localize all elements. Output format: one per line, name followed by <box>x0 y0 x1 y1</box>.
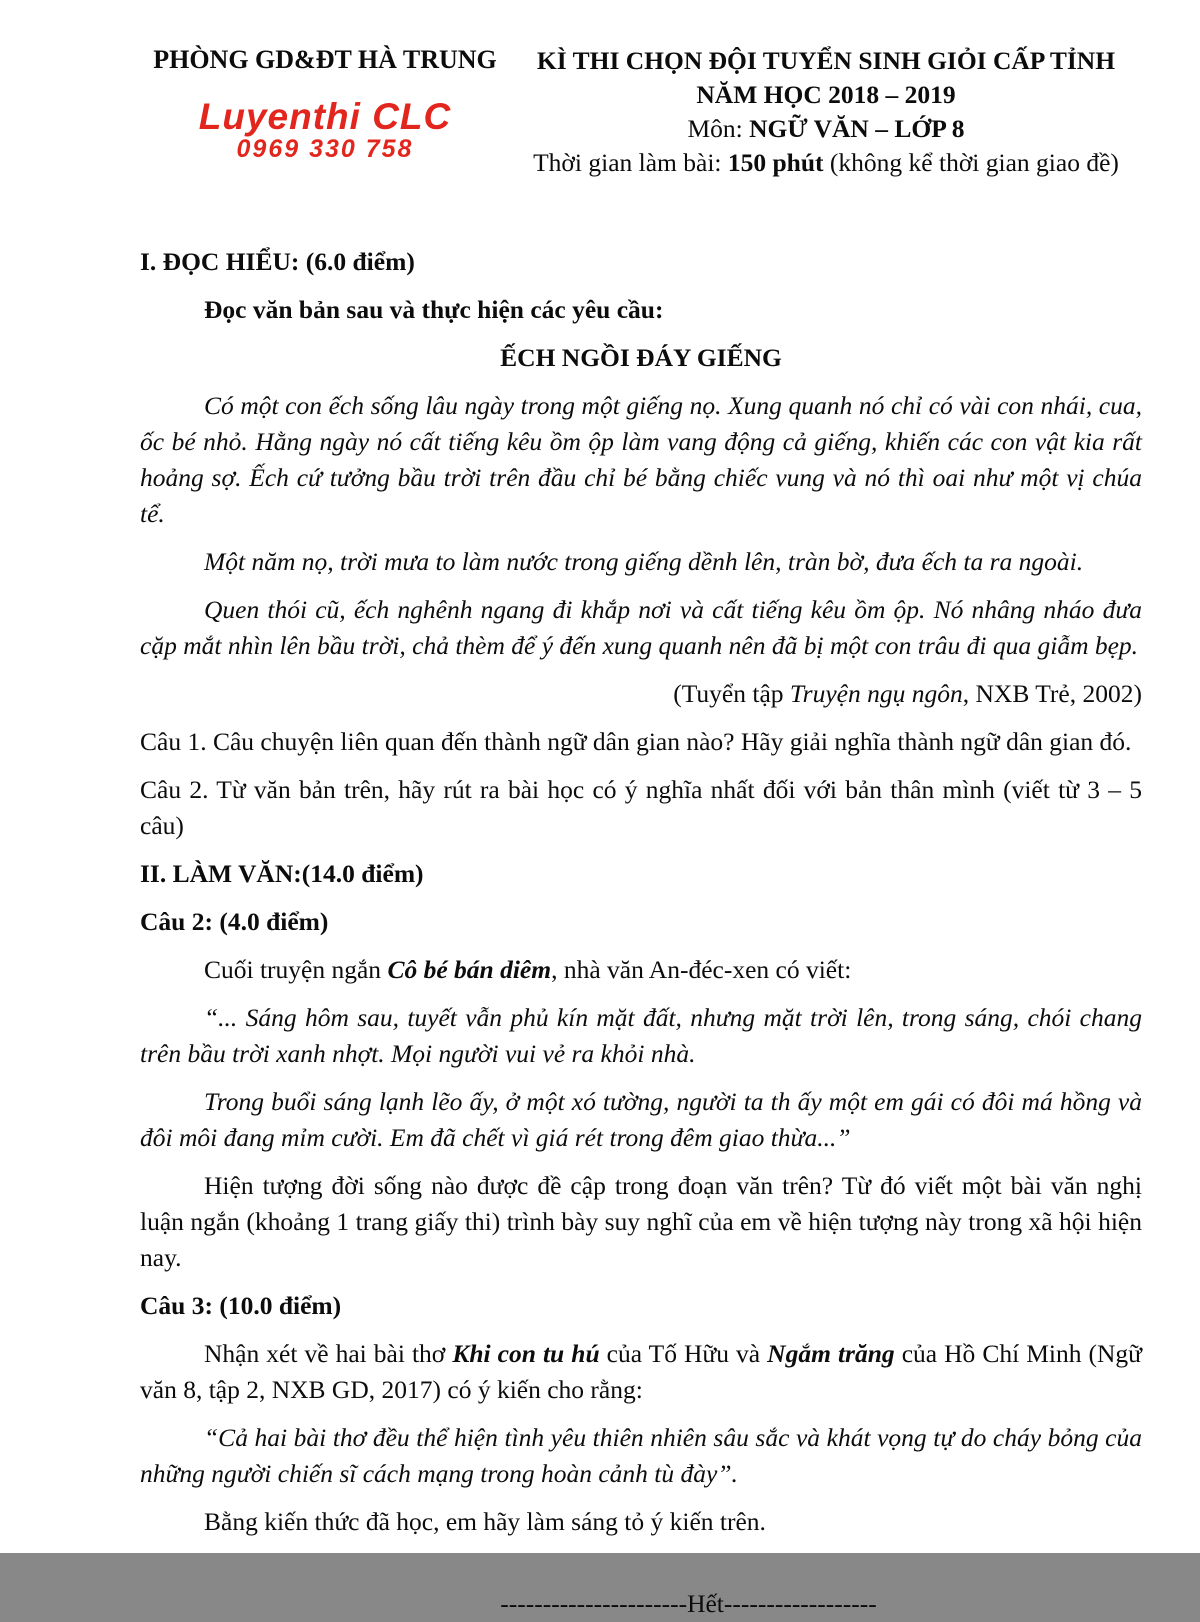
brand-phone-number: 0969 330 758 <box>236 135 414 163</box>
story-paragraph-3: Quen thói cũ, ếch nghênh ngang đi khắp nơi và cất tiếng kêu ồm ộp. Nó nhâng nháo đưa cặp mắt nhìn lên bầu trời, chả thèm để ý đến xung quanh nên đã bị một con trâu đi qua giẫm bẹp. <box>140 595 1142 660</box>
section-2-heading: II. LÀM VĂN:(14.0 điểm) <box>140 859 424 888</box>
document-header <box>140 44 1142 180</box>
end-of-exam-divider: ----------------------Hết------------------ <box>500 1589 877 1618</box>
brand-logo <box>140 98 510 162</box>
exam-title-line2: NĂM HỌC 2018 – 2019 <box>696 80 956 109</box>
story-paragraph-2: Một năm nọ, trời mưa to làm nước trong giếng dềnh lên, tràn bờ, đưa ếch ta ra ngoài. <box>204 547 1084 576</box>
story-title: ẾCH NGỒI ĐÁY GIẾNG <box>500 343 782 372</box>
quote-paragraph-1: “... Sáng hôm sau, tuyết vẫn phủ kín mặt đất, nhưng mặt trời lên, trong sáng, chói chang trên bầu trời xanh nhợt. Mọi người vui vẻ ra khỏi nhà. <box>140 1003 1142 1068</box>
exam-title-line1: KÌ THI CHỌN ĐỘI TUYỂN SINH GIỎI CẤP TỈNH <box>536 46 1116 75</box>
essay-question-3-task: Bằng kiến thức đã học, em hãy làm sáng tỏ ý kiến trên. <box>204 1507 766 1536</box>
source-citation: (Tuyển tập Truyện ngụ ngôn, NXB Trẻ, 2002) <box>673 679 1142 708</box>
document-body <box>140 244 1142 1622</box>
essay-question-3-quote: “Cả hai bài thơ đều thể hiện tình yêu thiên nhiên sâu sắc và khát vọng tự do cháy bỏng của những người chiến sĩ cách mạng trong hoàn cảnh tù đày”. <box>140 1423 1142 1488</box>
department-name: PHÒNG GD&ĐT HÀ TRUNG <box>153 45 497 74</box>
header-left-column <box>140 44 510 162</box>
reading-instruction: Đọc văn bản sau và thực hiện các yêu cầu: <box>204 295 664 324</box>
quote-paragraph-2: Trong buổi sáng lạnh lẽo ấy, ở một xó tường, người ta th ấy một em gái có đôi má hồng và đôi môi đang mỉm cười. Em đã chết vì giá rét trong đêm giao thừa...” <box>140 1087 1142 1152</box>
essay-question-3-heading: Câu 3: (10.0 điểm) <box>140 1291 342 1320</box>
essay-question-2-task: Hiện tượng đời sống nào được đề cập trong đoạn văn trên? Từ đó viết một bài văn nghị luận ngắn (khoảng 1 trang giấy thi) trình bày suy nghĩ của em về hiện tượng này trong xã hội hiện nay. <box>140 1171 1142 1272</box>
question-2-reading: Câu 2. Từ văn bản trên, hãy rút ra bài học có ý nghĩa nhất đối với bản thân mình (viết từ 3 – 5 câu) <box>140 775 1142 840</box>
story-paragraph-1: Có một con ếch sống lâu ngày trong một giếng nọ. Xung quanh nó chỉ có vài con nhái, cua, ốc bé nhỏ. Hằng ngày nó cất tiếng kêu ồm ộp làm vang động cả giếng, khiến các con vật kia rất hoảng sợ. Ếch cứ tưởng bầu trời trên đầu chỉ bé bằng chiếc vung và nó thì oai như một vị chúa tể. <box>140 391 1142 528</box>
essay-question-2-intro: Cuối truyện ngắn Cô bé bán diêm, nhà văn An-đéc-xen có viết: <box>204 955 852 984</box>
question-1: Câu 1. Câu chuyện liên quan đến thành ngữ dân gian nào? Hãy giải nghĩa thành ngữ dân gian đó. <box>140 727 1132 756</box>
exam-time-line: Thời gian làm bài: 150 phút (không kể thời gian giao đề) <box>533 148 1119 177</box>
brand-logo-text: Luyenthi CLC <box>198 96 452 137</box>
exam-subject-line: Môn: NGỮ VĂN – LỚP 8 <box>687 114 965 143</box>
essay-question-3-intro: Nhận xét về hai bài thơ Khi con tu hú của Tố Hữu và Ngắm trăng của Hồ Chí Minh (Ngữ văn 8, tập 2, NXB GD, 2017) có ý kiến cho rằng: <box>140 1339 1142 1404</box>
header-right-column <box>510 44 1142 180</box>
essay-question-2-heading: Câu 2: (4.0 điểm) <box>140 907 329 936</box>
section-1-heading: I. ĐỌC HIỂU: (6.0 điểm) <box>140 247 415 276</box>
